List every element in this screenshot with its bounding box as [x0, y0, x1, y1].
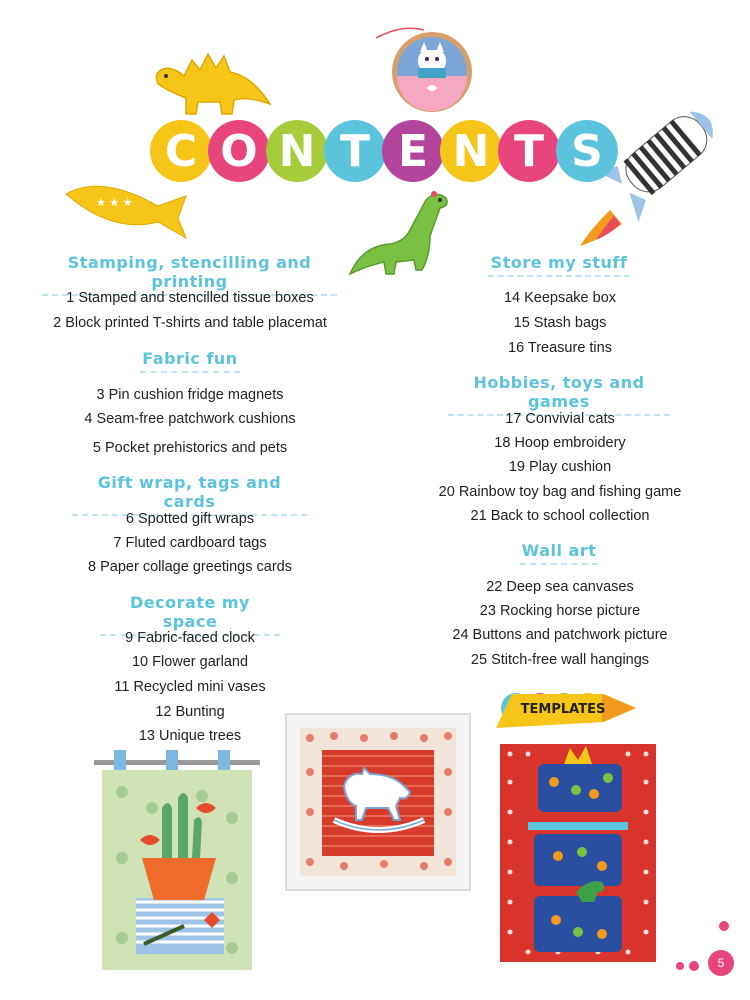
svg-text:★ ★ ★: ★ ★ ★ — [96, 196, 133, 209]
contents-item: 3 Pin cushion fridge magnets — [96, 387, 284, 403]
contents-item: 25 Stitch-free wall hangings — [470, 652, 650, 668]
contents-item: 12 Bunting — [155, 704, 225, 720]
rocking-horse-picture-photo — [284, 712, 472, 892]
wall-hanging-photo — [92, 748, 262, 972]
contents-item: 2 Block printed T-shirts and table placemat — [53, 315, 327, 331]
contents-item: 24 Buttons and patchwork picture — [452, 627, 668, 643]
contents-item: 16 Treasure tins — [508, 340, 612, 356]
title-letter-o: O — [208, 120, 270, 182]
contents-item: 18 Hoop embroidery — [494, 435, 626, 451]
embroidery-hoop-illustration — [372, 14, 482, 114]
contents-item: 8 Paper collage greetings cards — [88, 559, 292, 575]
contents-item: 14 Keepsake box — [503, 290, 617, 306]
title-letter-n: N — [266, 120, 328, 182]
title-letter-t: T — [324, 120, 386, 182]
contents-item: 15 Stash bags — [513, 315, 607, 331]
yellow-dinosaur-illustration — [148, 44, 273, 116]
contents-item: 17 Convivial cats — [505, 411, 615, 427]
contents-item: 1 Stamped and stencilled tissue boxes — [66, 290, 314, 306]
green-dinosaur-illustration — [346, 190, 458, 280]
page-number: 5 — [708, 950, 734, 976]
dinosaur-tiers-photo — [498, 742, 658, 964]
section-heading-stamping: Stamping, stencilling and printing — [42, 253, 337, 296]
page-title — [150, 120, 620, 200]
contents-item: 19 Play cushion — [508, 459, 612, 475]
section-heading-fabric-fun: Fabric fun — [140, 349, 240, 373]
section-heading-decorate: Decorate my space — [100, 593, 280, 636]
section-heading-store: Store my stuff — [488, 253, 630, 277]
contents-item: 20 Rainbow toy bag and fishing game — [438, 484, 682, 500]
title-letter-s: S — [556, 120, 618, 182]
title-letter-t-2: T — [498, 120, 560, 182]
contents-item: 23 Rocking horse picture — [479, 603, 641, 619]
templates-label: TEMPLATES — [520, 701, 606, 717]
section-heading-gift-wrap: Gift wrap, tags and cards — [72, 473, 307, 516]
contents-item: 10 Flower garland — [131, 654, 249, 670]
contents-item: 11 Recycled mini vases — [114, 679, 266, 695]
contents-item: 6 Spotted gift wraps — [125, 511, 255, 527]
contents-item: 5 Pocket prehistorics and pets — [92, 440, 288, 456]
page-number-dots — [664, 918, 744, 988]
title-letter-c: C — [150, 120, 212, 182]
contents-item: 7 Fluted cardboard tags — [113, 535, 267, 551]
title-letter-n-2: N — [440, 120, 502, 182]
contents-item: 22 Deep sea canvases — [486, 579, 634, 595]
title-letter-e: E — [382, 120, 444, 182]
contents-item: 4 Seam-free patchwork cushions — [84, 411, 296, 427]
section-heading-wall-art: Wall art — [520, 541, 598, 565]
section-heading-hobbies: Hobbies, toys and games — [448, 373, 670, 416]
contents-item: 9 Fabric-faced clock — [125, 630, 255, 646]
contents-item: 13 Unique trees — [138, 728, 242, 744]
contents-item: 21 Back to school collection — [470, 508, 650, 524]
